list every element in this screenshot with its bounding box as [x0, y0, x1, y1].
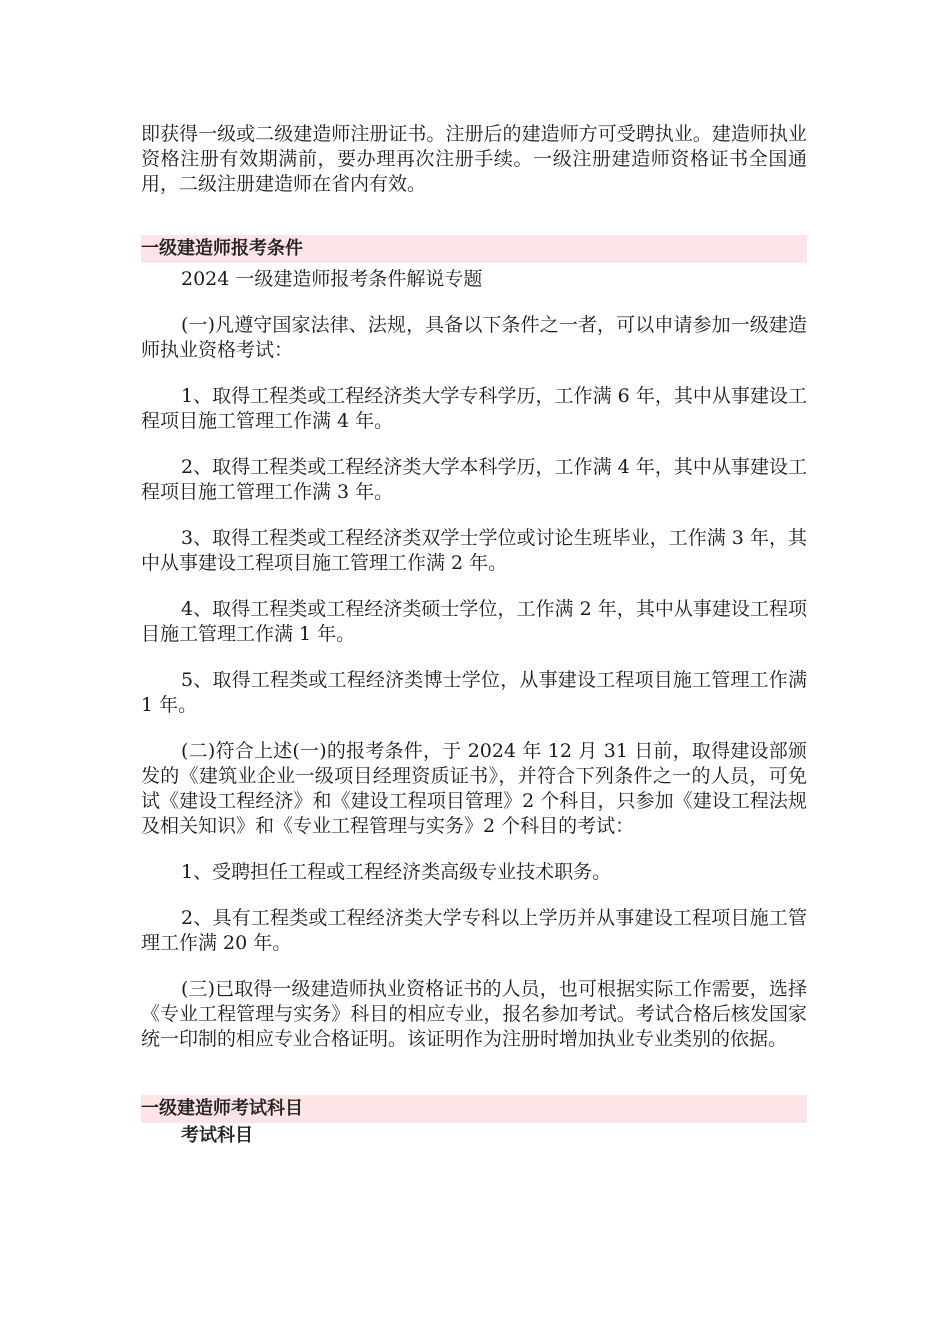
- list-item: 3、取得工程类或工程经济类双学士学位或讨论生班毕业，工作满 3 年，其中从事建设工程项目施工管理工作满 2 年。: [141, 527, 807, 574]
- section-subtitle: 2024 一级建造师报考条件解说专题: [181, 268, 483, 290]
- paragraph-condition-1: (一)凡遵守国家法律、法规，具备以下条件之一者，可以申请参加一级建造师执业资格考试：: [141, 314, 807, 361]
- paragraph-condition-3: (三)已取得一级建造师执业资格证书的人员，也可根据实际工作需要，选择《专业工程管理与实务》科目的相应专业，报名参加考试。考试合格后核发国家统一印制的相应专业合格证明。该证明作为注册时增加执业专业类别的依据。: [141, 978, 807, 1050]
- paragraph-condition-2: (二)符合上述(一)的报考条件，于 2024 年 12 月 31 日前，取得建设部颁发的《建筑业企业一级项目经理资质证书》，并符合下列条件之一的人员，可免试《建设工程经济》和《建设工程项目管理》2 个科目，只参加《建设工程法规及相关知识》和《专业工程管理与实务》2 个科目的考试：: [141, 740, 807, 837]
- list-item: 5、取得工程类或工程经济类博士学位，从事建设工程项目施工管理工作满 1 年。: [141, 669, 807, 716]
- list-item: 1、取得工程类或工程经济类大学专科学历，工作满 6 年，其中从事建设工程项目施工管理工作满 4 年。: [141, 385, 807, 432]
- section-heading-requirements: 一级建造师报考条件: [141, 235, 807, 263]
- document-page: [141, 122, 807, 1149]
- section-heading-subjects: 一级建造师考试科目: [141, 1095, 807, 1123]
- section-subtitle-bold: 考试科目: [181, 1125, 253, 1146]
- list-item: 2、取得工程类或工程经济类大学本科学历，工作满 4 年，其中从事建设工程项目施工管理工作满 3 年。: [141, 456, 807, 503]
- list-item: 1、受聘担任工程或工程经济类高级专业技术职务。: [181, 861, 612, 883]
- intro-paragraph: 即获得一级或二级建造师注册证书。注册后的建造师方可受聘执业。建造师执业资格注册有效期满前，要办理再次注册手续。一级注册建造师资格证书全国通用，二级注册建造师在省内有效。: [141, 123, 807, 195]
- list-item: 2、具有工程类或工程经济类大学专科以上学历并从事建设工程项目施工管理工作满 20 年。: [141, 907, 807, 954]
- list-item: 4、取得工程类或工程经济类硕士学位，工作满 2 年，其中从事建设工程项目施工管理工作满 1 年。: [141, 598, 807, 645]
